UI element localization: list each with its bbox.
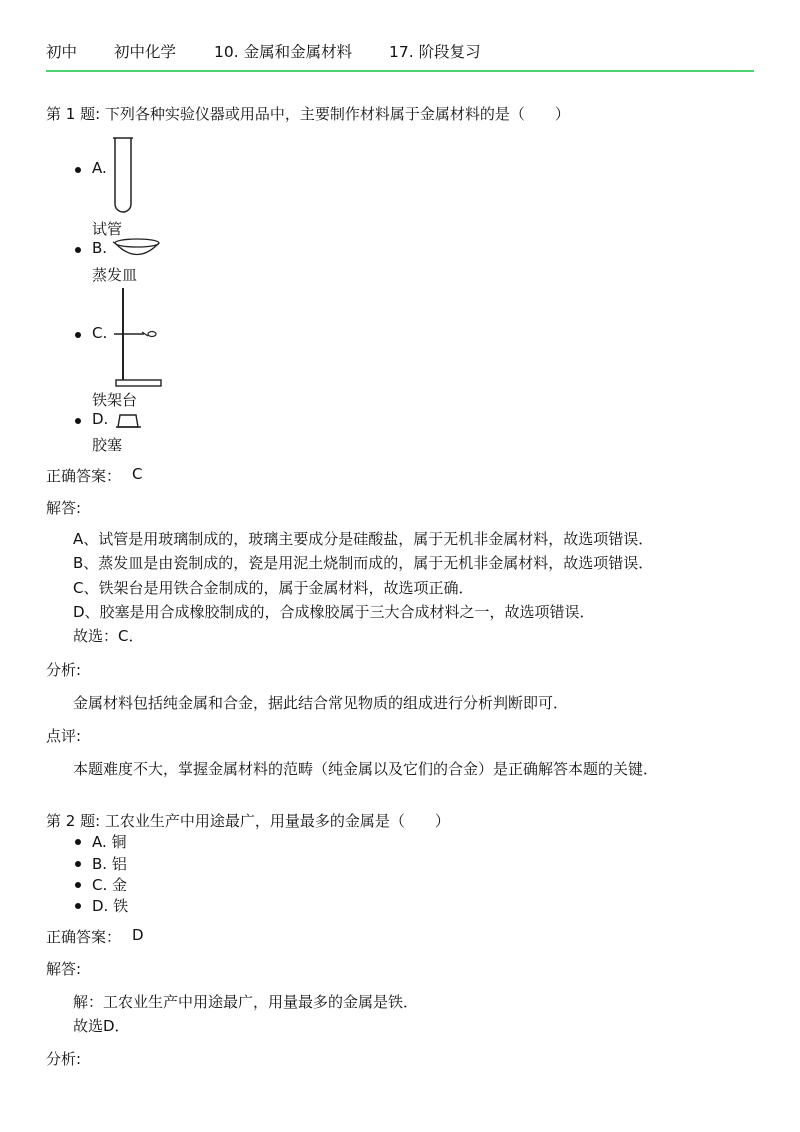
question-2-text: 第 2 题: 工农业生产中用途最广，用量最多的金属是（ ）	[46, 812, 450, 830]
list-bullet	[75, 903, 81, 909]
breadcrumb-section[interactable]: 17. 阶段复习	[389, 43, 481, 61]
iron-stand-icon	[112, 286, 166, 388]
option-b-label: B.	[92, 239, 108, 257]
option-a-caption: 试管	[92, 220, 123, 238]
option-item: B. 铝	[92, 855, 127, 873]
option-item: D. 铁	[92, 897, 129, 915]
option-c-caption: 铁架台	[92, 391, 138, 409]
rubber-stopper-icon	[114, 412, 144, 432]
question-1-text: 第 1 题: 下列各种实验仪器或用品中，主要制作材料属于金属材料的是（ ）	[46, 105, 570, 123]
evaporating-dish-icon	[112, 236, 162, 262]
analysis-label: 分析:	[46, 661, 82, 679]
option-b-caption: 蒸发皿	[92, 266, 138, 284]
list-bullet	[75, 247, 81, 253]
solution-label: 解答:	[46, 499, 82, 517]
test-tube-icon	[110, 134, 136, 216]
option-c-label: C.	[92, 324, 108, 342]
solution-line: C、铁架台是用铁合金制成的，属于金属材料，故选项正确．	[73, 579, 474, 597]
comment-text: 本题难度不大，掌握金属材料的范畴（纯金属以及它们的合金）是正确解答本题的关键．	[73, 760, 659, 778]
option-d-caption: 胶塞	[92, 436, 123, 454]
analysis-label: 分析:	[46, 1050, 82, 1068]
option-d-label: D.	[92, 410, 109, 428]
answer-label: 正确答案：	[46, 467, 122, 485]
list-bullet	[75, 882, 81, 888]
option-a-label: A.	[92, 159, 107, 177]
answer-label: 正确答案：	[46, 928, 122, 946]
solution-line: 故选D．	[73, 1017, 130, 1035]
list-bullet	[75, 418, 81, 424]
breadcrumb-level[interactable]: 初中	[46, 43, 78, 61]
list-bullet	[75, 861, 81, 867]
solution-line: 解：工农业生产中用途最广，用量最多的金属是铁．	[73, 993, 419, 1011]
option-item: C. 金	[92, 876, 128, 894]
solution-line: D、胶塞是用合成橡胶制成的，合成橡胶属于三大合成材料之一，故选项错误．	[73, 603, 595, 621]
header-divider	[46, 70, 754, 72]
list-bullet	[75, 839, 81, 845]
breadcrumb-subject[interactable]: 初中化学	[114, 43, 177, 61]
solution-line: A、试管是用玻璃制成的，玻璃主要成分是硅酸盐，属于无机非金属材料，故选项错误．	[73, 530, 654, 548]
correct-answer: C	[132, 465, 143, 483]
correct-answer: D	[132, 926, 144, 944]
solution-line: 故选：C．	[73, 627, 144, 645]
comment-label: 点评:	[46, 727, 82, 745]
analysis-text: 金属材料包括纯金属和合金，据此结合常见物质的组成进行分析判断即可．	[73, 694, 569, 712]
option-item: A. 铜	[92, 833, 127, 851]
list-bullet	[75, 167, 81, 173]
solution-line: B、蒸发皿是由瓷制成的，瓷是用泥土烧制而成的，属于无机非金属材料，故选项错误．	[73, 554, 654, 572]
solution-label: 解答:	[46, 960, 82, 978]
breadcrumb-chapter[interactable]: 10. 金属和金属材料	[214, 43, 353, 61]
list-bullet	[75, 332, 81, 338]
